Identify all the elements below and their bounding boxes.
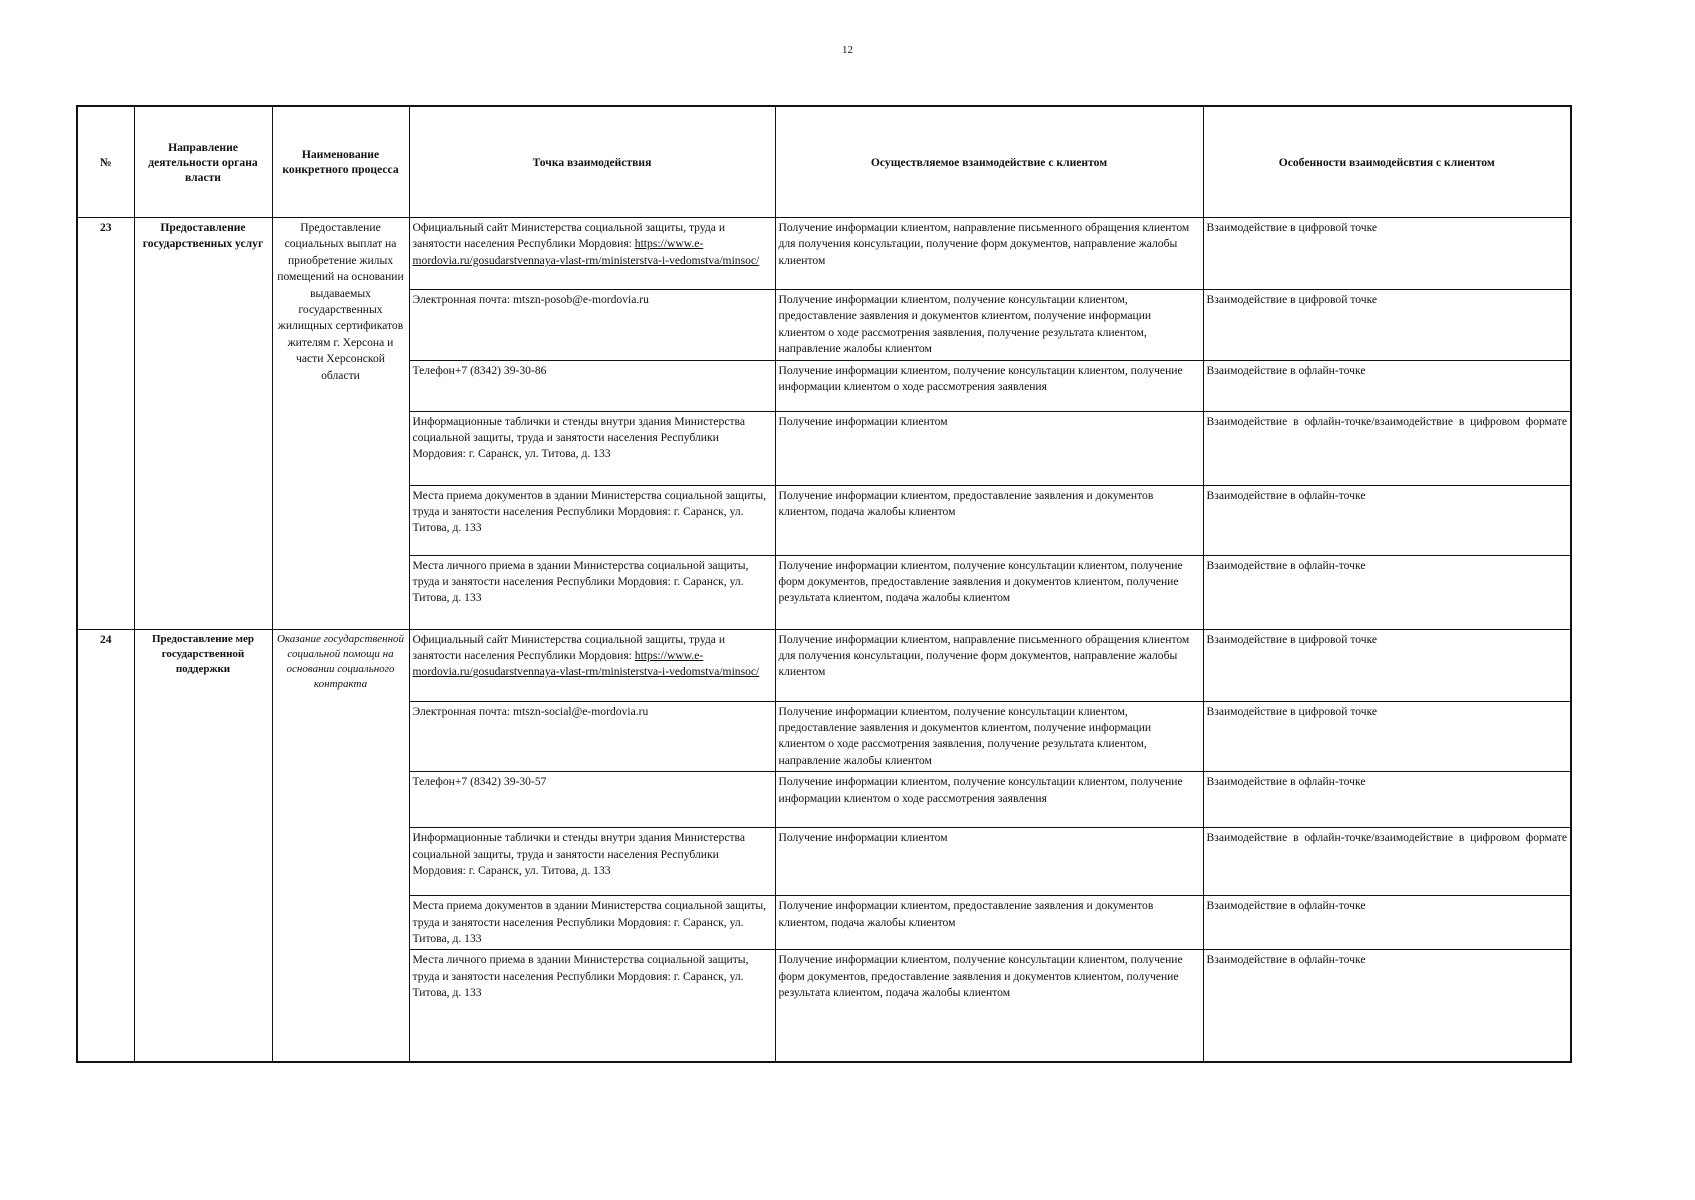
interaction-point-cell: Места личного приема в здании Министерства социальной защиты, труда и занятости населения Республики Мордовия: г. Саранск, ул. Титова, д. 133 <box>409 950 775 1062</box>
services-table <box>76 105 1572 1063</box>
interaction-point-cell: Электронная почта: mtszn-social@e-mordovia.ru <box>409 701 775 772</box>
feature-cell: Взаимодействие в офлайн-точке <box>1203 555 1571 629</box>
client-interaction-cell: Получение информации клиентом, направление письменного обращения клиентом для получения консультации, получение форм документов, направление жалобы клиентом <box>775 218 1203 290</box>
header-interaction-features: Особенности взаимодейсвтия с клиентом <box>1203 106 1571 218</box>
feature-cell: Взаимодействие в цифровой точке <box>1203 218 1571 290</box>
client-interaction-cell: Получение информации клиентом, получение консультации клиентом, предоставление заявления и документов клиентом, получение информации клиентом о ходе рассмотрения заявления, получение результата клиентом, направление жалобы клиентом <box>775 701 1203 772</box>
client-interaction-cell: Получение информации клиентом, направление письменного обращения клиентом для получения консультации, получение форм документов, направление жалобы клиентом <box>775 629 1203 701</box>
client-interaction-cell: Получение информации клиентом, получение консультации клиентом, получение информации клиентом о ходе рассмотрения заявления <box>775 360 1203 411</box>
page-number: 12 <box>842 44 853 56</box>
feature-cell: Взаимодействие в офлайн-точке <box>1203 772 1571 828</box>
feature-cell: Взаимодействие в офлайн-точке/взаимодействие в цифровом формате <box>1203 828 1571 896</box>
client-interaction-cell: Получение информации клиентом, получение консультации клиентом, получение информации клиентом о ходе рассмотрения заявления <box>775 772 1203 828</box>
table-header-row <box>77 106 1571 218</box>
interaction-point-cell <box>409 218 775 290</box>
header-interaction-point: Точка взаимодействия <box>409 106 775 218</box>
client-interaction-cell: Получение информации клиентом <box>775 411 1203 485</box>
point-text: Официальный сайт Министерства социальной защиты, труда и занятости населения Республики Мордовия: <box>412 221 726 251</box>
client-interaction-cell: Получение информации клиентом, предоставление заявления и документов клиентом, подача жалобы клиентом <box>775 896 1203 950</box>
feature-cell: Взаимодействие в офлайн-точке <box>1203 950 1571 1062</box>
feature-cell: Взаимодействие в офлайн-точке <box>1203 896 1571 950</box>
direction-cell: Предоставление государственных услуг <box>134 218 272 630</box>
header-number: № <box>77 106 134 218</box>
direction-cell: Предоставление мер государственной поддержки <box>134 629 272 1062</box>
interaction-point-cell: Электронная почта: mtszn-posob@e-mordovia.ru <box>409 290 775 361</box>
interaction-point-cell: Места личного приема в здании Министерства социальной защиты, труда и занятости населения Республики Мордовия: г. Саранск, ул. Титова, д. 133 <box>409 555 775 629</box>
interaction-point-cell: Телефон+7 (8342) 39-30-57 <box>409 772 775 828</box>
feature-cell: Взаимодействие в цифровой точке <box>1203 701 1571 772</box>
feature-cell: Взаимодействие в офлайн-точке <box>1203 360 1571 411</box>
process-cell: Оказание государственной социальной помощи на основании социального контракта <box>272 629 409 1062</box>
header-direction: Направление деятельности органа власти <box>134 106 272 218</box>
header-client-interaction: Осуществляемое взаимодействие с клиентом <box>775 106 1203 218</box>
point-text: Официальный сайт Министерства социальной защиты, труда и занятости населения Республики Мордовия: <box>412 632 726 663</box>
interaction-point-cell: Телефон+7 (8342) 39-30-86 <box>409 360 775 411</box>
interaction-point-cell: Информационные таблички и стенды внутри здания Министерства социальной защиты, труда и занятости населения Республики Мордовия: г. Саранск, ул. Титова, д. 133 <box>409 411 775 485</box>
ministry-website-link[interactable]: https://www.e-mordovia.ru/gosudarstvennaya-vlast-rm/ministerstva-i-vedomstva/minsoc/ <box>412 649 760 679</box>
feature-cell: Взаимодействие в офлайн-точке/взаимодействие в цифровом формате <box>1203 411 1571 485</box>
ministry-website-link[interactable]: https://www.e-mordovia.ru/gosudarstvennaya-vlast-rm/ministerstva-i-vedomstva/minsoc/ <box>412 237 760 267</box>
interaction-point-cell: Информационные таблички и стенды внутри здания Министерства социальной защиты, труда и занятости населения Республики Мордовия: г. Саранск, ул. Титова, д. 133 <box>409 828 775 896</box>
interaction-point-cell <box>409 629 775 701</box>
interaction-point-cell: Места приема документов в здании Министерства социальной защиты, труда и занятости населения Республики Мордовия: г. Саранск, ул. Титова, д. 133 <box>409 896 775 950</box>
table-row <box>77 218 1571 290</box>
header-process: Наименование конкретного процесса <box>272 106 409 218</box>
process-cell: Предоставление социальных выплат на приобретение жилых помещений на основании выдаваемых государственных жилищных сертификатов жителям г. Херсона и части Херсонской области <box>272 218 409 630</box>
client-interaction-cell: Получение информации клиентом, получение консультации клиентом, получение форм документов, предоставление заявления и документов клиентом, получение результата клиентом, подача жалобы клиентом <box>775 555 1203 629</box>
feature-cell: Взаимодействие в офлайн-точке <box>1203 485 1571 555</box>
table-row <box>77 629 1571 701</box>
client-interaction-cell: Получение информации клиентом <box>775 828 1203 896</box>
feature-cell: Взаимодействие в цифровой точке <box>1203 290 1571 361</box>
interaction-point-cell: Места приема документов в здании Министерства социальной защиты, труда и занятости населения Республики Мордовия: г. Саранск, ул. Титова, д. 133 <box>409 485 775 555</box>
client-interaction-cell: Получение информации клиентом, получение консультации клиентом, получение форм документов, предоставление заявления и документов клиентом, получение результата клиентом, подача жалобы клиентом <box>775 950 1203 1062</box>
row-number: 23 <box>77 218 134 630</box>
client-interaction-cell: Получение информации клиентом, предоставление заявления и документов клиентом, подача жалобы клиентом <box>775 485 1203 555</box>
row-number: 24 <box>77 629 134 1062</box>
feature-cell: Взаимодействие в цифровой точке <box>1203 629 1571 701</box>
client-interaction-cell: Получение информации клиентом, получение консультации клиентом, предоставление заявления и документов клиентом, получение информации клиентом о ходе рассмотрения заявления, получение результата клиентом, направление жалобы клиентом <box>775 290 1203 361</box>
